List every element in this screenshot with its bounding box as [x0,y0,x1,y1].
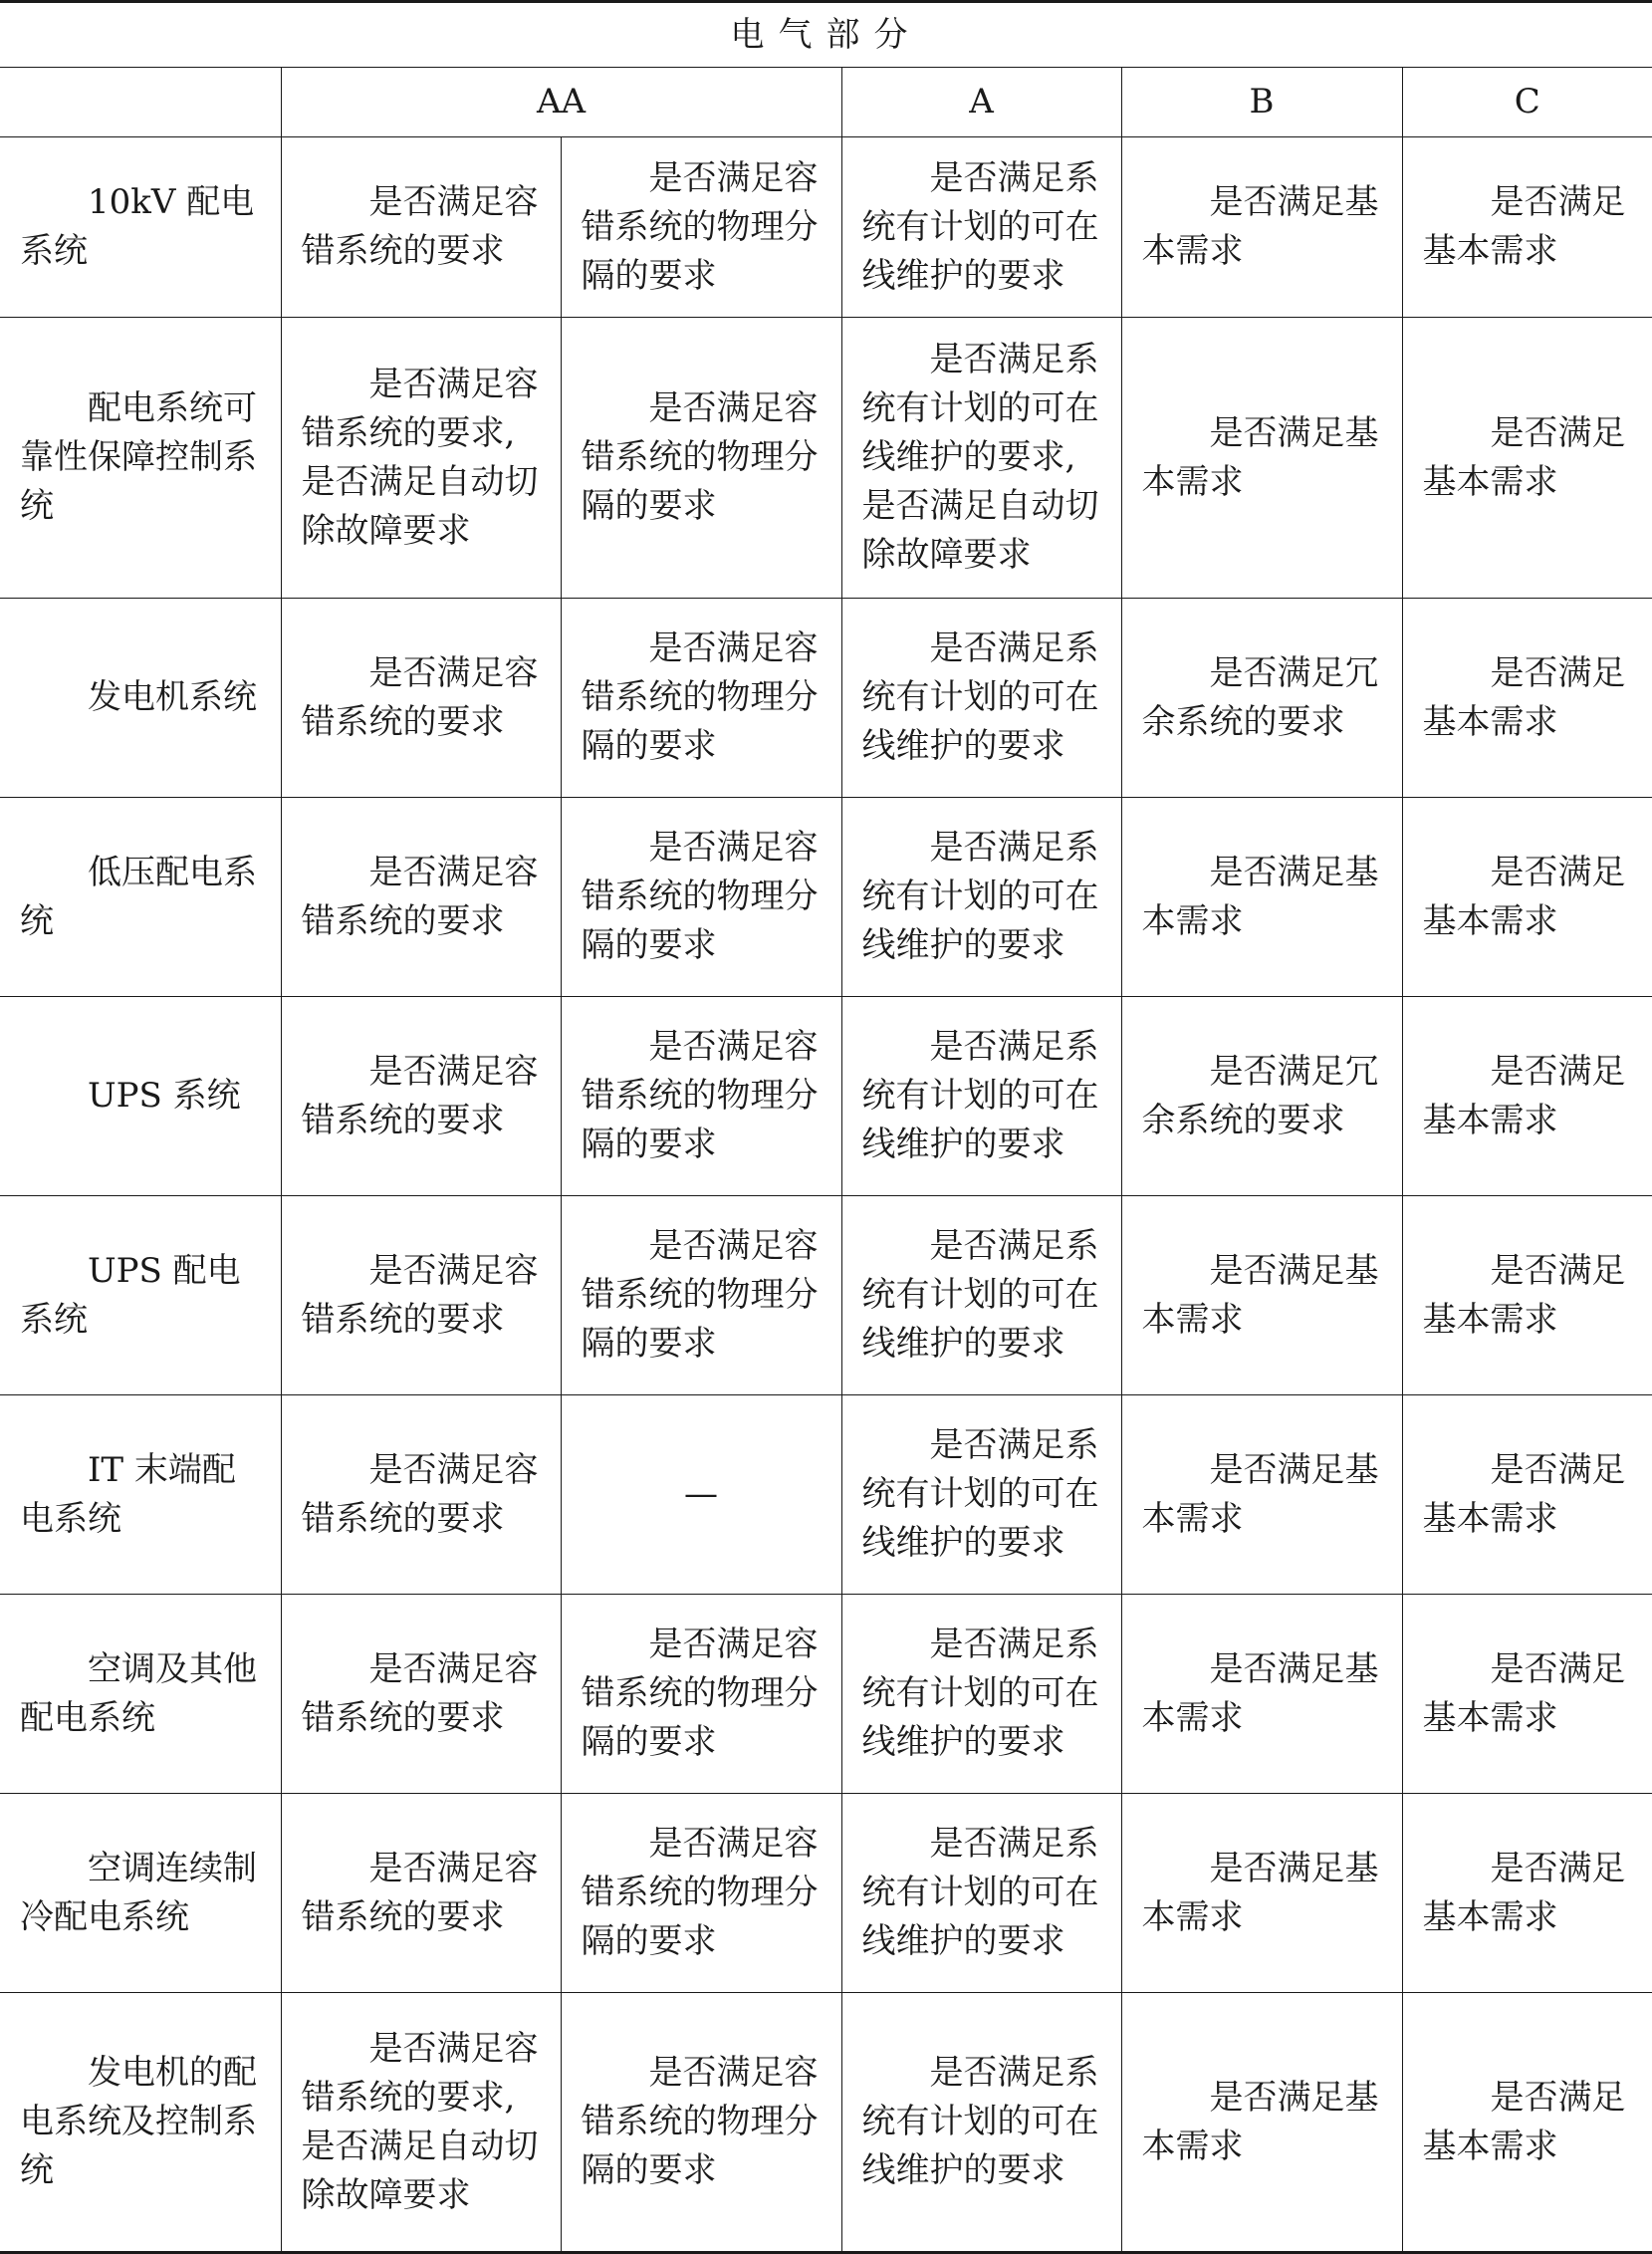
a-level-cell: 是否满足系统有计划的可在线维护的要求 [841,137,1121,318]
a-level-cell: 是否满足系统有计划的可在线维护的要求 [841,1595,1121,1794]
row-label-cell: UPS 配电系统 [0,1196,281,1395]
aa-fault-tolerance-cell: 是否满足容错系统的要求 [281,798,561,997]
c-level-cell: 是否满足基本需求 [1402,1196,1652,1395]
b-level-cell: 是否满足基本需求 [1121,1993,1402,2253]
b-level-cell: 是否满足基本需求 [1121,1395,1402,1595]
aa-fault-tolerance-cell: 是否满足容错系统的要求 [281,997,561,1196]
aa-fault-tolerance-cell: 是否满足容错系统的要求,是否满足自动切除故障要求 [281,318,561,599]
a-level-cell: 是否满足系统有计划的可在线维护的要求 [841,997,1121,1196]
c-level-cell: 是否满足基本需求 [1402,1395,1652,1595]
aa-fault-tolerance-cell: 是否满足容错系统的要求 [281,599,561,798]
row-label-cell: 配电系统可靠性保障控制系统 [0,318,281,599]
header-level-c: C [1402,68,1652,137]
row-label-cell: 空调及其他配电系统 [0,1595,281,1794]
aa-fault-tolerance-cell: 是否满足容错系统的要求 [281,1595,561,1794]
c-level-cell: 是否满足基本需求 [1402,599,1652,798]
a-level-cell: 是否满足系统有计划的可在线维护的要求 [841,1395,1121,1595]
b-level-cell: 是否满足基本需求 [1121,137,1402,318]
c-level-cell: 是否满足基本需求 [1402,318,1652,599]
table-header-row [0,68,1652,137]
aa-fault-tolerance-cell: 是否满足容错系统的要求 [281,1196,561,1395]
c-level-cell: 是否满足基本需求 [1402,997,1652,1196]
aa-physical-separation-cell: 是否满足容错系统的物理分隔的要求 [561,137,841,318]
aa-physical-separation-cell: 是否满足容错系统的物理分隔的要求 [561,1595,841,1794]
row-label-cell: 发电机系统 [0,599,281,798]
aa-fault-tolerance-cell: 是否满足容错系统的要求,是否满足自动切除故障要求 [281,1993,561,2253]
c-level-cell: 是否满足基本需求 [1402,798,1652,997]
table-row [0,1993,1652,2253]
aa-physical-separation-cell: 是否满足容错系统的物理分隔的要求 [561,997,841,1196]
c-level-cell: 是否满足基本需求 [1402,137,1652,318]
row-label-cell: 发电机的配电系统及控制系统 [0,1993,281,2253]
aa-physical-separation-cell: 是否满足容错系统的物理分隔的要求 [561,318,841,599]
b-level-cell: 是否满足基本需求 [1121,1794,1402,1993]
c-level-cell: 是否满足基本需求 [1402,1595,1652,1794]
aa-fault-tolerance-cell: 是否满足容错系统的要求 [281,137,561,318]
a-level-cell: 是否满足系统有计划的可在线维护的要求 [841,599,1121,798]
c-level-cell: 是否满足基本需求 [1402,1794,1652,1993]
a-level-cell: 是否满足系统有计划的可在线维护的要求 [841,798,1121,997]
aa-physical-separation-cell: 是否满足容错系统的物理分隔的要求 [561,1794,841,1993]
a-level-cell: 是否满足系统有计划的可在线维护的要求 [841,1794,1121,1993]
aa-fault-tolerance-cell: 是否满足容错系统的要求 [281,1395,561,1595]
aa-fault-tolerance-cell: 是否满足容错系统的要求 [281,1794,561,1993]
b-level-cell: 是否满足基本需求 [1121,1595,1402,1794]
a-level-cell: 是否满足系统有计划的可在线维护的要求 [841,1993,1121,2253]
table-row [0,599,1652,798]
header-level-aa: AA [281,68,841,137]
row-label-cell: 低压配电系统 [0,798,281,997]
table-title: 电气部分 [0,2,1652,68]
table-body [0,137,1652,2253]
c-level-cell: 是否满足基本需求 [1402,1993,1652,2253]
table-row [0,1794,1652,1993]
header-level-b: B [1121,68,1402,137]
row-label-cell: IT 末端配电系统 [0,1395,281,1595]
table-row [0,798,1652,997]
table-row [0,1595,1652,1794]
b-level-cell: 是否满足冗余系统的要求 [1121,599,1402,798]
b-level-cell: 是否满足冗余系统的要求 [1121,997,1402,1196]
b-level-cell: 是否满足基本需求 [1121,318,1402,599]
aa-physical-separation-cell: 是否满足容错系统的物理分隔的要求 [561,1196,841,1395]
b-level-cell: 是否满足基本需求 [1121,798,1402,997]
header-empty-cell [0,68,281,137]
aa-physical-separation-cell: 是否满足容错系统的物理分隔的要求 [561,1993,841,2253]
table-row [0,1196,1652,1395]
table-title-row [0,2,1652,68]
aa-physical-separation-cell: 是否满足容错系统的物理分隔的要求 [561,798,841,997]
aa-physical-separation-cell: — [561,1395,841,1595]
b-level-cell: 是否满足基本需求 [1121,1196,1402,1395]
a-level-cell: 是否满足系统有计划的可在线维护的要求 [841,1196,1121,1395]
aa-physical-separation-cell: 是否满足容错系统的物理分隔的要求 [561,599,841,798]
table-row [0,1395,1652,1595]
header-level-a: A [841,68,1121,137]
row-label-cell: 10kV 配电系统 [0,137,281,318]
table-row [0,137,1652,318]
a-level-cell: 是否满足系统有计划的可在线维护的要求,是否满足自动切除故障要求 [841,318,1121,599]
table-row [0,318,1652,599]
row-label-cell: UPS 系统 [0,997,281,1196]
table-row [0,997,1652,1196]
row-label-cell: 空调连续制冷配电系统 [0,1794,281,1993]
